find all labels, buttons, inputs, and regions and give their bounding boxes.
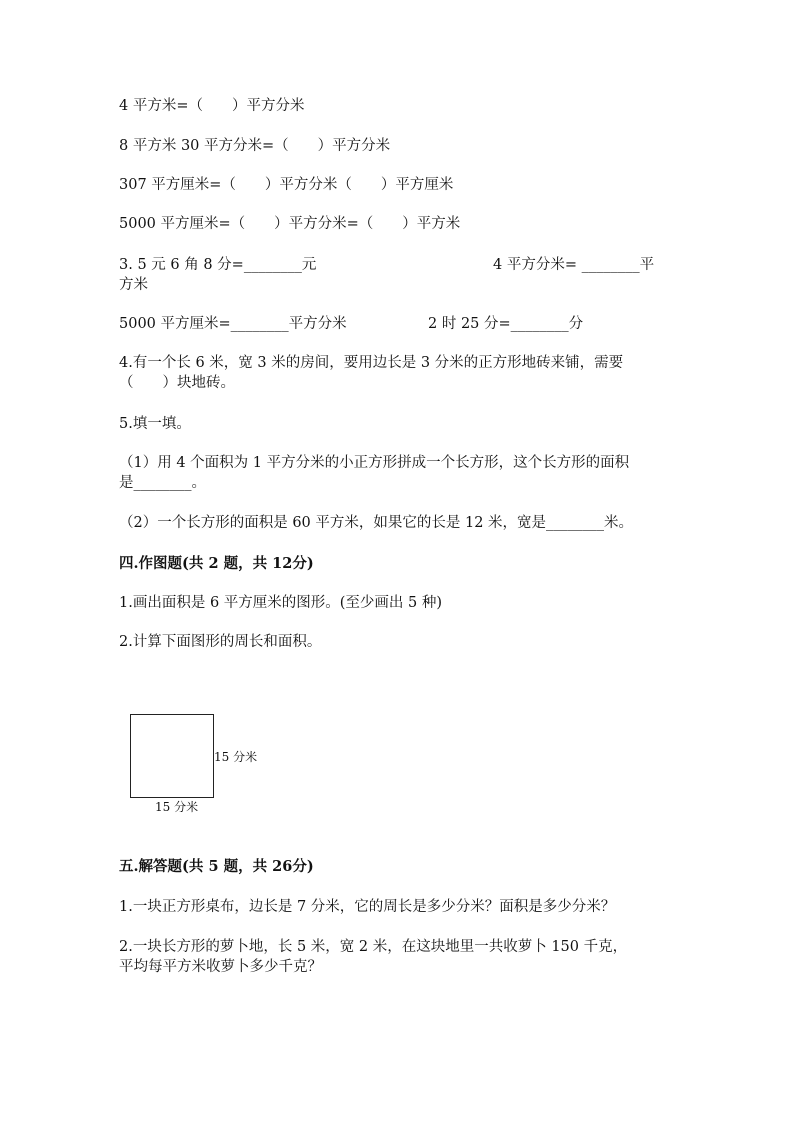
question-3-area-b: 5000 平方厘米=________平方分米 (119, 316, 347, 332)
question-5-1-line-2: 是________。 (119, 475, 206, 491)
question-3-area-a: 4 平方分米= ________平 (493, 257, 655, 273)
question-5-2: （2）一个长方形的面积是 60 平方米，如果它的长是 12 米，宽是________米。 (119, 515, 634, 531)
fill-line-3: 307 平方厘米=（ ）平方分米（ ）平方厘米 (119, 177, 454, 193)
section-5-question-2-line-1: 2.一块长方形的萝卜地，长 5 米，宽 2 米，在这块地里一共收萝卜 150 千克， (119, 939, 628, 955)
section-4-question-2: 2.计算下面图形的周长和面积。 (119, 634, 322, 650)
square-side-label: 15 分米 (214, 750, 258, 764)
square-figure (130, 714, 214, 798)
question-3-money: 3. 5 元 6 角 8 分=________元 (119, 257, 317, 273)
section-5-question-2-line-2: 平均每平方米收萝卜多少千克？ (119, 959, 322, 975)
section-5-heading: 五.解答题(共 5 题，共 26分) (119, 858, 314, 875)
question-5-title: 5.填一填。 (119, 416, 191, 432)
fill-line-1: 4 平方米=（ ）平方分米 (119, 98, 305, 114)
section-5-question-1: 1.一块正方形桌布，边长是 7 分米，它的周长是多少分米？面积是多少分米？ (119, 899, 616, 915)
question-3-area-a-wrap: 方米 (119, 277, 148, 293)
section-4-question-1: 1.画出面积是 6 平方厘米的图形。(至少画出 5 种) (119, 595, 443, 611)
fill-line-2: 8 平方米 30 平方分米=（ ）平方分米 (119, 138, 391, 154)
section-4-heading: 四.作图题(共 2 题，共 12分) (119, 555, 314, 572)
question-3-time: 2 时 25 分=________分 (428, 316, 584, 332)
square-bottom-label: 15 分米 (155, 800, 199, 814)
fill-line-4: 5000 平方厘米=（ ）平方分米=（ ）平方米 (119, 216, 461, 232)
question-4-line-1: 4.有一个长 6 米，宽 3 米的房间，要用边长是 3 分米的正方形地砖来铺，需要 (119, 355, 624, 371)
question-4-line-2: （ ）块地砖。 (119, 375, 235, 391)
question-5-1-line-1: （1）用 4 个面积为 1 平方分米的小正方形拼成一个长方形，这个长方形的面积 (119, 455, 630, 471)
